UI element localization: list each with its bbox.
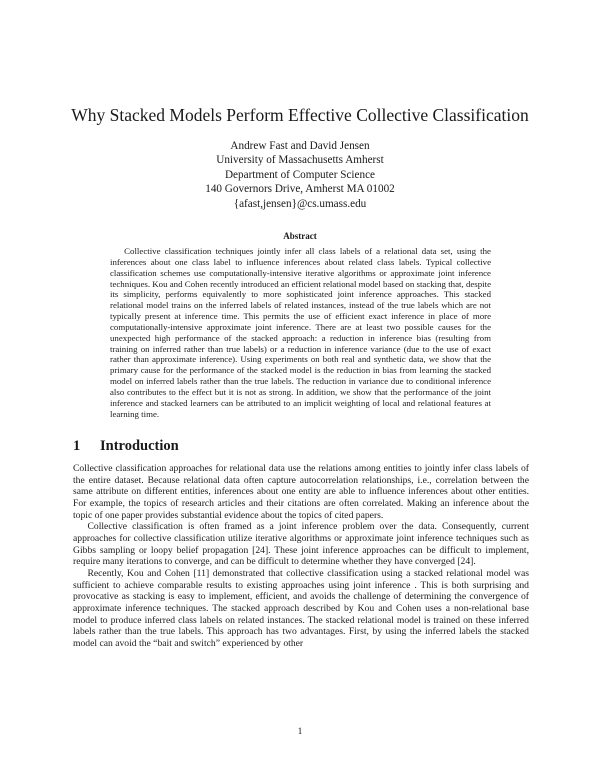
abstract-heading: Abstract [283,231,317,241]
abstract-text: Collective classification techniques jointly infer all class labels of a relational data set, using the inferences about one class label to influence inferences about related class labels. Typical collective classification schemes use computationally-intensive iterative algorithms or approximate joint inference techniques. Kou and Cohen recently introduced an efficient relational model based on stacking that, despite its simplicity, performs equivalently to more sophisticated joint inference approaches. This stacked relational model trains on the inferred labels of related instances, instead of the true labels which are not typically present at inference time. This permits the use of efficient exact inference in place of more computationally-intensive approximate joint inference. There are at least two possible causes for the unexpected high performance of the stacked approach: a reduction in inference bias (resulting from training on inferred rather than true labels) or a reduction in inference variance (due to the use of exact rather than approximate inference). Using experiments on both real and synthetic data, we show that the primary cause for the performance of the stacked model is the reduction in bias from learning the stacked model on inferred labels rather than the true labels. The reduction in variance due to conditional inference also contributes to the effect but it is not as strong. In addition, we show that the performance of the joint inference and stacked learners can be attributed to an implicit weighting of local and relational features at learning time. [110,246,491,419]
section-title: Introduction [100,438,179,454]
body-text [73,463,529,650]
page-number: 1 [297,727,303,737]
section-heading [73,437,179,455]
author-affiliation: University of Massachusetts Amherst [216,154,384,167]
body-paragraph: Collective classification approaches for relational data use the relations among entities to jointly infer class labels of the entire dataset. Because relational data often capture autocorrelation relationships, i.e., correlation between the same attribute on different entities, inferences about one entity are able to influence inferences about other entities. For example, the topics of research articles and their citations are often correlated. Making an inference about the topic of one paper provides substantial evidence about the topics of cited papers. [73,463,529,521]
author-email: {afast,jensen}@cs.umass.edu [233,197,367,210]
author-department: Department of Computer Science [224,168,376,181]
author-names: Andrew Fast and David Jensen [230,140,370,152]
body-paragraph: Collective classification is often framed as a joint inference problem over the data. Consequently, current approaches for collective classification utilize iterative algorithms or approximate joint inference techniques such as Gibbs sampling or loopy belief propagation [24]. These joint inference approaches can be difficult to implement, require many iterations to converge, and can be difficult to determine whether they have converged [24]. [73,521,529,568]
body-paragraph: Recently, Kou and Cohen [11] demonstrated that collective classification using a stacked relational model was sufficient to achieve comparable results to existing approaches using joint inference . This is both surprising and provocative as stacking is easy to implement, efficient, and avoids the challenge of determining the convergence of approximate inference techniques. The stacked approach described by Kou and Cohen uses a non-relational base model to produce inferred class labels on related instances. The stacked relational model is trained on these inferred labels rather than the true labels. This approach has two advantages. First, by using the inferred labels the stacked model can avoid the “bait and switch” experienced by other [73,567,529,649]
author-block [0,139,600,211]
author-address: 140 Governors Drive, Amherst MA 01002 [205,183,395,196]
paper-title: Why Stacked Models Perform Effective Collective Classification [71,105,529,125]
section-number: 1 [73,438,81,454]
